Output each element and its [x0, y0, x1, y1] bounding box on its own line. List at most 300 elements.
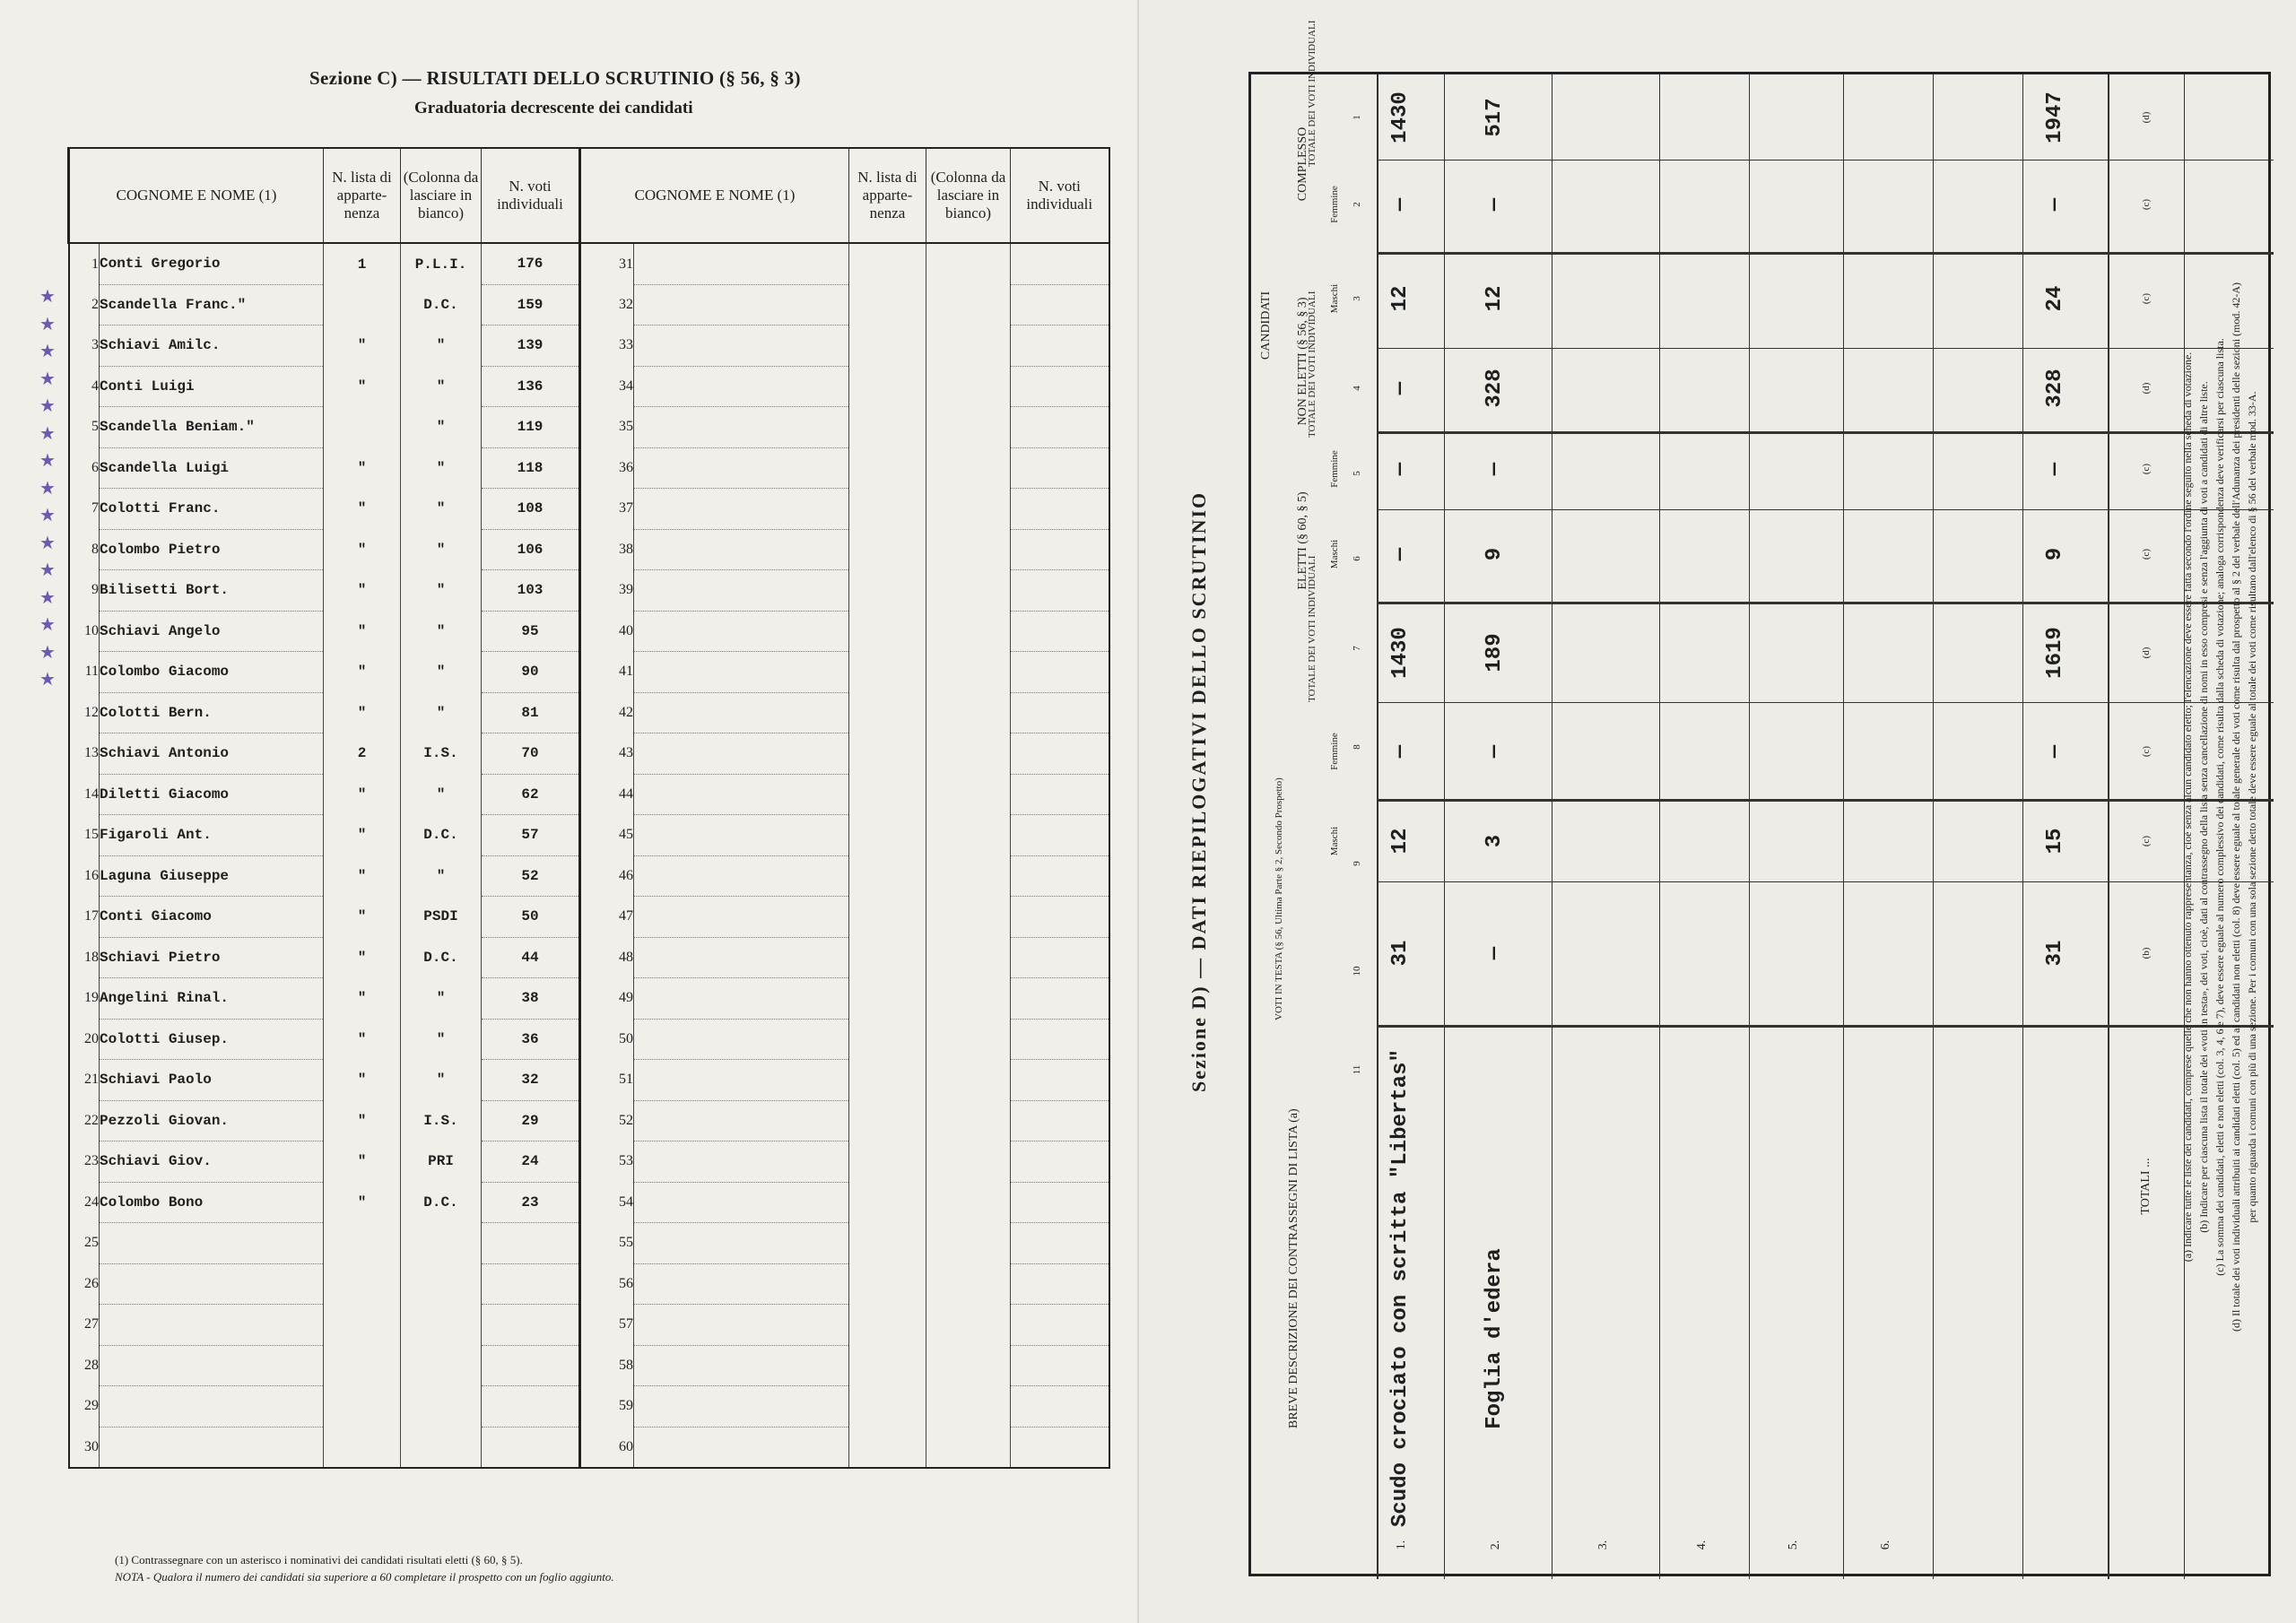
list-number: " [324, 1060, 401, 1101]
row-number: 57 [580, 1305, 634, 1346]
header-totale-5: TOTALE DEI VOTI INDIVIDUALI [1307, 555, 1318, 702]
list-number: " [324, 692, 401, 733]
total-mark: (b) [2141, 947, 2152, 959]
value-e-m: 12 [1388, 828, 1413, 855]
party-note: " [401, 407, 482, 448]
value-c-m: 12 [1388, 285, 1413, 312]
list-number-empty [849, 1386, 926, 1428]
table-row [69, 1141, 1109, 1183]
list-number-empty [849, 611, 926, 652]
row-number: 5 [69, 407, 100, 448]
party-note [401, 1223, 482, 1264]
footnote-1: (1) Contrassegnare con un asterisco i nominativi dei candidati risultati eletti (§ 60, § 5). [115, 1553, 523, 1567]
value-e-tot: 189 [1483, 633, 1507, 673]
list-description [1780, 1150, 1811, 1527]
list-number: " [324, 855, 401, 897]
votes-empty [1011, 1182, 1109, 1223]
candidate-name [100, 1223, 324, 1264]
row-number: 58 [580, 1345, 634, 1386]
value-n-f: — [1388, 462, 1413, 476]
row-number: 2 [69, 284, 100, 325]
row-number: 37 [580, 489, 634, 530]
votes: 136 [482, 366, 580, 407]
candidate-name: Laguna Giuseppe [100, 855, 324, 897]
votes: 139 [482, 325, 580, 367]
list-number-empty [849, 815, 926, 856]
candidate-name: Scandella Beniam." [100, 407, 324, 448]
row-number: 1 [69, 243, 100, 284]
candidate-name-empty [634, 652, 849, 693]
header-name-right: COGNOME E NOME (1) [580, 148, 849, 243]
votes-empty [1011, 733, 1109, 775]
footnote: (a) Indicare tutte le liste dei candidati, comprese quelle che non hanno ottenuto rappresentanza, cioè senza alcun candidato eletto; l'elencazione deve essere fatta secondo l'ordine seguito nella scheda di votazione. [2181, 352, 2194, 1263]
votes [482, 1223, 580, 1264]
list-number-empty [849, 897, 926, 938]
votes-empty [1011, 1060, 1109, 1101]
table-row [69, 243, 1109, 284]
party-note: " [401, 1019, 482, 1060]
list-row-number: 1. [1395, 1540, 1408, 1550]
elected-star-icon: ★ [39, 342, 56, 361]
candidate-name: Angelini Rinal. [100, 978, 324, 1020]
header-voti-testa: VOTI IN TESTA (§ 56, Ultima Parte § 2, Secondo Prospetto) [1274, 777, 1284, 1020]
list-number: " [324, 1019, 401, 1060]
candidate-name: Colotti Giusep. [100, 1019, 324, 1060]
votes: 29 [482, 1100, 580, 1141]
row-number: 20 [69, 1019, 100, 1060]
party-note: " [401, 529, 482, 570]
elected-star-icon: ★ [39, 478, 56, 499]
list-row-number: 5. [1787, 1540, 1800, 1550]
blank-column [926, 1019, 1011, 1060]
list-row-number: 6. [1879, 1540, 1892, 1550]
elected-star-icon: ★ [39, 642, 56, 663]
blank-column [926, 652, 1011, 693]
candidate-name [100, 1345, 324, 1386]
row-number: 33 [580, 325, 634, 367]
blank-column [926, 1141, 1011, 1183]
candidate-name-empty [634, 1182, 849, 1223]
row-number: 41 [580, 652, 634, 693]
party-note: " [401, 855, 482, 897]
list-number: " [324, 1182, 401, 1223]
rule [2022, 74, 2023, 1579]
section-c-subtitle: Graduatoria decrescente dei candidati [414, 99, 693, 117]
elected-star-icon: ★ [39, 423, 56, 444]
row-number: 42 [580, 692, 634, 733]
votes: 23 [482, 1182, 580, 1223]
party-note: P.L.I. [401, 243, 482, 284]
blank-column [926, 1345, 1011, 1386]
votes-empty [1011, 652, 1109, 693]
blank-column [926, 489, 1011, 530]
votes: 62 [482, 774, 580, 815]
votes: 57 [482, 815, 580, 856]
party-note: " [401, 774, 482, 815]
list-number [324, 1345, 401, 1386]
party-note: " [401, 611, 482, 652]
list-number: " [324, 978, 401, 1020]
total-n-tot: 328 [2043, 369, 2067, 408]
blank-column [926, 1386, 1011, 1428]
value-testa [1780, 886, 1811, 1020]
header-blank-right: (Colonna da lasciare in bianco) [926, 148, 1011, 243]
footnote: per quanto riguarda i comuni con più di una sezione. Per i comuni con una sola sezione detto totale deve essere eguale al totale dei voti come risultano dall'elenco di § 56 del verbale mod. 33-A. [2246, 391, 2258, 1223]
rule [1749, 74, 1750, 1579]
votes-empty [1011, 243, 1109, 284]
candidate-name: Colombo Giacomo [100, 652, 324, 693]
elected-star-icon: ★ [39, 287, 56, 307]
list-number-empty [849, 937, 926, 978]
row-number: 21 [69, 1060, 100, 1101]
total-c-f: — [2043, 197, 2067, 212]
votes: 118 [482, 447, 580, 489]
header-name-left: COGNOME E NOME (1) [69, 148, 324, 243]
table-row [69, 1100, 1109, 1141]
blank-column [926, 1305, 1011, 1346]
votes: 176 [482, 243, 580, 284]
row-number: 56 [580, 1263, 634, 1305]
votes [482, 1386, 580, 1428]
value-e-tot: 1430 [1388, 627, 1413, 679]
elected-star-icon: ★ [39, 587, 56, 608]
candidate-name-empty [634, 447, 849, 489]
value-n-f: — [1483, 462, 1507, 476]
list-description [1590, 1150, 1621, 1527]
row-number: 26 [69, 1263, 100, 1305]
votes: 103 [482, 570, 580, 612]
table-row [69, 1263, 1109, 1305]
list-number-empty [849, 1019, 926, 1060]
value-n-tot: 328 [1483, 369, 1507, 408]
rule [1933, 74, 1934, 1579]
votes: 81 [482, 692, 580, 733]
row-number: 25 [69, 1223, 100, 1264]
votes: 159 [482, 284, 580, 325]
elected-star-icon: ★ [39, 615, 56, 635]
votes: 90 [482, 652, 580, 693]
votes-empty [1011, 1305, 1109, 1346]
value-testa [1873, 886, 1903, 1020]
row-number: 23 [69, 1141, 100, 1183]
list-number: " [324, 489, 401, 530]
list-number [324, 1386, 401, 1428]
elected-star-icon: ★ [39, 314, 56, 334]
header-votes-left: N. voti individuali [482, 148, 580, 243]
list-number-empty [849, 1100, 926, 1141]
party-note: D.C. [401, 1182, 482, 1223]
list-number [324, 1263, 401, 1305]
table-row [69, 570, 1109, 612]
row-number: 54 [580, 1182, 634, 1223]
header-maschi-9: Maschi [1329, 283, 1340, 314]
table-row [69, 733, 1109, 775]
votes: 38 [482, 978, 580, 1020]
list-description: Foglia d'edera [1483, 1248, 1507, 1429]
candidate-name: Schiavi Pietro [100, 937, 324, 978]
candidate-name: Schiavi Giov. [100, 1141, 324, 1183]
party-note: " [401, 489, 482, 530]
blank-column [926, 325, 1011, 367]
party-note [401, 1345, 482, 1386]
header-blank-left: (Colonna da lasciare in bianco) [401, 148, 482, 243]
row-number: 10 [69, 611, 100, 652]
row-number: 11 [69, 652, 100, 693]
value-testa [1689, 886, 1719, 1020]
header-eletti: ELETTI (§ 60, § 5) [1296, 491, 1309, 590]
votes: 44 [482, 937, 580, 978]
votes: 106 [482, 529, 580, 570]
candidate-name: Pezzoli Giovan. [100, 1100, 324, 1141]
candidate-name-empty [634, 1141, 849, 1183]
table-row [69, 529, 1109, 570]
votes-empty [1011, 692, 1109, 733]
votes-empty [1011, 978, 1109, 1020]
list-number [324, 1305, 401, 1346]
blank-column [926, 978, 1011, 1020]
table-row [69, 1182, 1109, 1223]
candidate-name-empty [634, 855, 849, 897]
votes-empty [1011, 1141, 1109, 1183]
votes-empty [1011, 897, 1109, 938]
candidate-name-empty [634, 1263, 849, 1305]
row-number: 7 [69, 489, 100, 530]
candidate-name: Figaroli Ant. [100, 815, 324, 856]
list-number: " [324, 774, 401, 815]
row-number: 32 [580, 284, 634, 325]
list-number: " [324, 611, 401, 652]
candidate-name-empty [634, 325, 849, 367]
blank-column [926, 1223, 1011, 1264]
header-descrizione: BREVE DESCRIZIONE DEI CONTRASSEGNI DI LISTA (a) [1287, 1108, 1300, 1428]
party-note: " [401, 1060, 482, 1101]
blank-column [926, 284, 1011, 325]
list-number-empty [849, 570, 926, 612]
row-number: 59 [580, 1386, 634, 1428]
votes-empty [1011, 1100, 1109, 1141]
row-number: 16 [69, 855, 100, 897]
list-number-empty [849, 1141, 926, 1183]
footnote: (d) Il totale dei voti individuali attribuiti ai candidati eletti (col. 5) ed ai candidati non eletti (col. 8) deve essere eguale al totale generale dei voti come risulta dal prospetto al § 2 del verbale dell'Adunanza dei presidenti delle sezioni (mod. 42-A) [2230, 282, 2242, 1332]
blank-column [926, 1427, 1011, 1468]
table-row [69, 366, 1109, 407]
table-row [69, 1060, 1109, 1101]
list-number: " [324, 570, 401, 612]
list-number [324, 1427, 401, 1468]
votes-empty [1011, 489, 1109, 530]
candidate-name: Colombo Pietro [100, 529, 324, 570]
votes: 32 [482, 1060, 580, 1101]
list-number-empty [849, 325, 926, 367]
table-row [69, 1305, 1109, 1346]
total-mark: (d) [2141, 111, 2152, 124]
list-description [1873, 1150, 1903, 1527]
row-number: 8 [69, 529, 100, 570]
list-number: " [324, 366, 401, 407]
elected-star-icon: ★ [39, 451, 56, 471]
party-note [401, 1305, 482, 1346]
votes-empty [1011, 1223, 1109, 1264]
votes-empty [1011, 284, 1109, 325]
total-mark: (c) [2141, 463, 2152, 475]
list-number-empty [849, 366, 926, 407]
candidate-name: Colombo Bono [100, 1182, 324, 1223]
blank-column [926, 529, 1011, 570]
candidate-name-empty [634, 774, 849, 815]
candidate-name [100, 1427, 324, 1468]
total-testa: 31 [2043, 940, 2067, 967]
column-number: 7 [1352, 646, 1362, 651]
column-number: 9 [1352, 861, 1362, 866]
row-number: 35 [580, 407, 634, 448]
row-number: 52 [580, 1100, 634, 1141]
column-number: 10 [1352, 966, 1362, 976]
list-number-empty [849, 1182, 926, 1223]
blank-column [926, 447, 1011, 489]
list-number: " [324, 897, 401, 938]
party-note: PRI [401, 1141, 482, 1183]
list-row-number: 3. [1596, 1540, 1610, 1550]
candidate-name [100, 1386, 324, 1428]
table-row [69, 1427, 1109, 1468]
row-number: 12 [69, 692, 100, 733]
votes-empty [1011, 407, 1109, 448]
row-number: 38 [580, 529, 634, 570]
row-number: 27 [69, 1305, 100, 1346]
row-number: 47 [580, 897, 634, 938]
column-number: 1 [1352, 115, 1362, 120]
header-list-right: N. lista di apparte- nenza [849, 148, 926, 243]
list-number-empty [849, 407, 926, 448]
candidate-name: Colotti Bern. [100, 692, 324, 733]
row-number: 29 [69, 1386, 100, 1428]
table-row [69, 692, 1109, 733]
candidate-name: Conti Gregorio [100, 243, 324, 284]
list-number: " [324, 815, 401, 856]
rule [1377, 74, 1378, 1579]
column-number: 2 [1352, 202, 1362, 207]
list-number [324, 407, 401, 448]
column-number: 11 [1352, 1064, 1362, 1075]
table-row [69, 611, 1109, 652]
list-number-empty [849, 243, 926, 284]
blank-column [926, 815, 1011, 856]
votes: 50 [482, 897, 580, 938]
blank-column [926, 1100, 1011, 1141]
total-e-tot: 1619 [2043, 627, 2067, 679]
list-row-number: 4. [1695, 1540, 1709, 1550]
blank-column [926, 855, 1011, 897]
list-number-empty [849, 1223, 926, 1264]
value-n-tot: — [1388, 381, 1413, 395]
table-row [69, 652, 1109, 693]
total-e-m: 15 [2043, 828, 2067, 855]
header-femmine-4: Femmine [1329, 733, 1340, 770]
list-number-empty [849, 489, 926, 530]
row-number: 4 [69, 366, 100, 407]
list-number-empty [849, 978, 926, 1020]
list-number: " [324, 1100, 401, 1141]
candidate-name-empty [634, 937, 849, 978]
table-row [69, 1019, 1109, 1060]
votes-empty [1011, 570, 1109, 612]
rule [1843, 74, 1844, 1579]
elected-star-icon: ★ [39, 369, 56, 389]
votes-empty [1011, 937, 1109, 978]
value-testa: — [1483, 946, 1507, 960]
column-number: 8 [1352, 744, 1362, 750]
candidate-name: Conti Luigi [100, 366, 324, 407]
candidate-name: Diletti Giacomo [100, 774, 324, 815]
list-number: " [324, 447, 401, 489]
votes-empty [1011, 529, 1109, 570]
row-number: 34 [580, 366, 634, 407]
party-note: " [401, 366, 482, 407]
list-row-number: 2. [1489, 1540, 1502, 1550]
rule [2108, 74, 2109, 1579]
list-number: " [324, 1141, 401, 1183]
row-number: 31 [580, 243, 634, 284]
elected-star-icon: ★ [39, 533, 56, 553]
candidate-name: Scandella Luigi [100, 447, 324, 489]
votes: 70 [482, 733, 580, 775]
value-testa: 31 [1388, 940, 1413, 967]
table-row [69, 407, 1109, 448]
header-totale-11: TOTALE DEI VOTI INDIVIDUALI [1307, 20, 1318, 167]
table-row [69, 1345, 1109, 1386]
candidate-name-empty [634, 489, 849, 530]
party-note: D.C. [401, 815, 482, 856]
blank-column [926, 243, 1011, 284]
votes-empty [1011, 855, 1109, 897]
party-note: " [401, 692, 482, 733]
header-femmine-7: Femmine [1329, 450, 1340, 488]
party-note: D.C. [401, 284, 482, 325]
candidate-name: Scandella Franc." [100, 284, 324, 325]
table-row [69, 937, 1109, 978]
row-number: 51 [580, 1060, 634, 1101]
votes: 108 [482, 489, 580, 530]
candidate-name-empty [634, 407, 849, 448]
row-number: 60 [580, 1427, 634, 1468]
candidate-name: Schiavi Antonio [100, 733, 324, 775]
votes-empty [1011, 325, 1109, 367]
row-number: 6 [69, 447, 100, 489]
candidate-name-empty [634, 815, 849, 856]
table-row [69, 897, 1109, 938]
party-note: " [401, 652, 482, 693]
elected-star-icon: ★ [39, 670, 56, 690]
total-mark: (c) [2141, 292, 2152, 305]
total-c-m: 24 [2043, 285, 2067, 312]
value-c-f: — [1388, 197, 1413, 212]
list-number: " [324, 529, 401, 570]
row-number: 17 [69, 897, 100, 938]
row-number: 19 [69, 978, 100, 1020]
votes: 24 [482, 1141, 580, 1183]
party-note: PSDI [401, 897, 482, 938]
total-mark: (c) [2141, 745, 2152, 758]
total-mark: (d) [2141, 647, 2152, 659]
party-note: " [401, 447, 482, 489]
header-non-eletti: NON ELETTI (§ 56, § 3) [1296, 297, 1309, 426]
table-row [69, 1223, 1109, 1264]
candidate-name-empty [634, 733, 849, 775]
candidate-name: Bilisetti Bort. [100, 570, 324, 612]
blank-column [926, 366, 1011, 407]
header-maschi-3: Maschi [1329, 826, 1340, 856]
candidate-name-empty [634, 1345, 849, 1386]
